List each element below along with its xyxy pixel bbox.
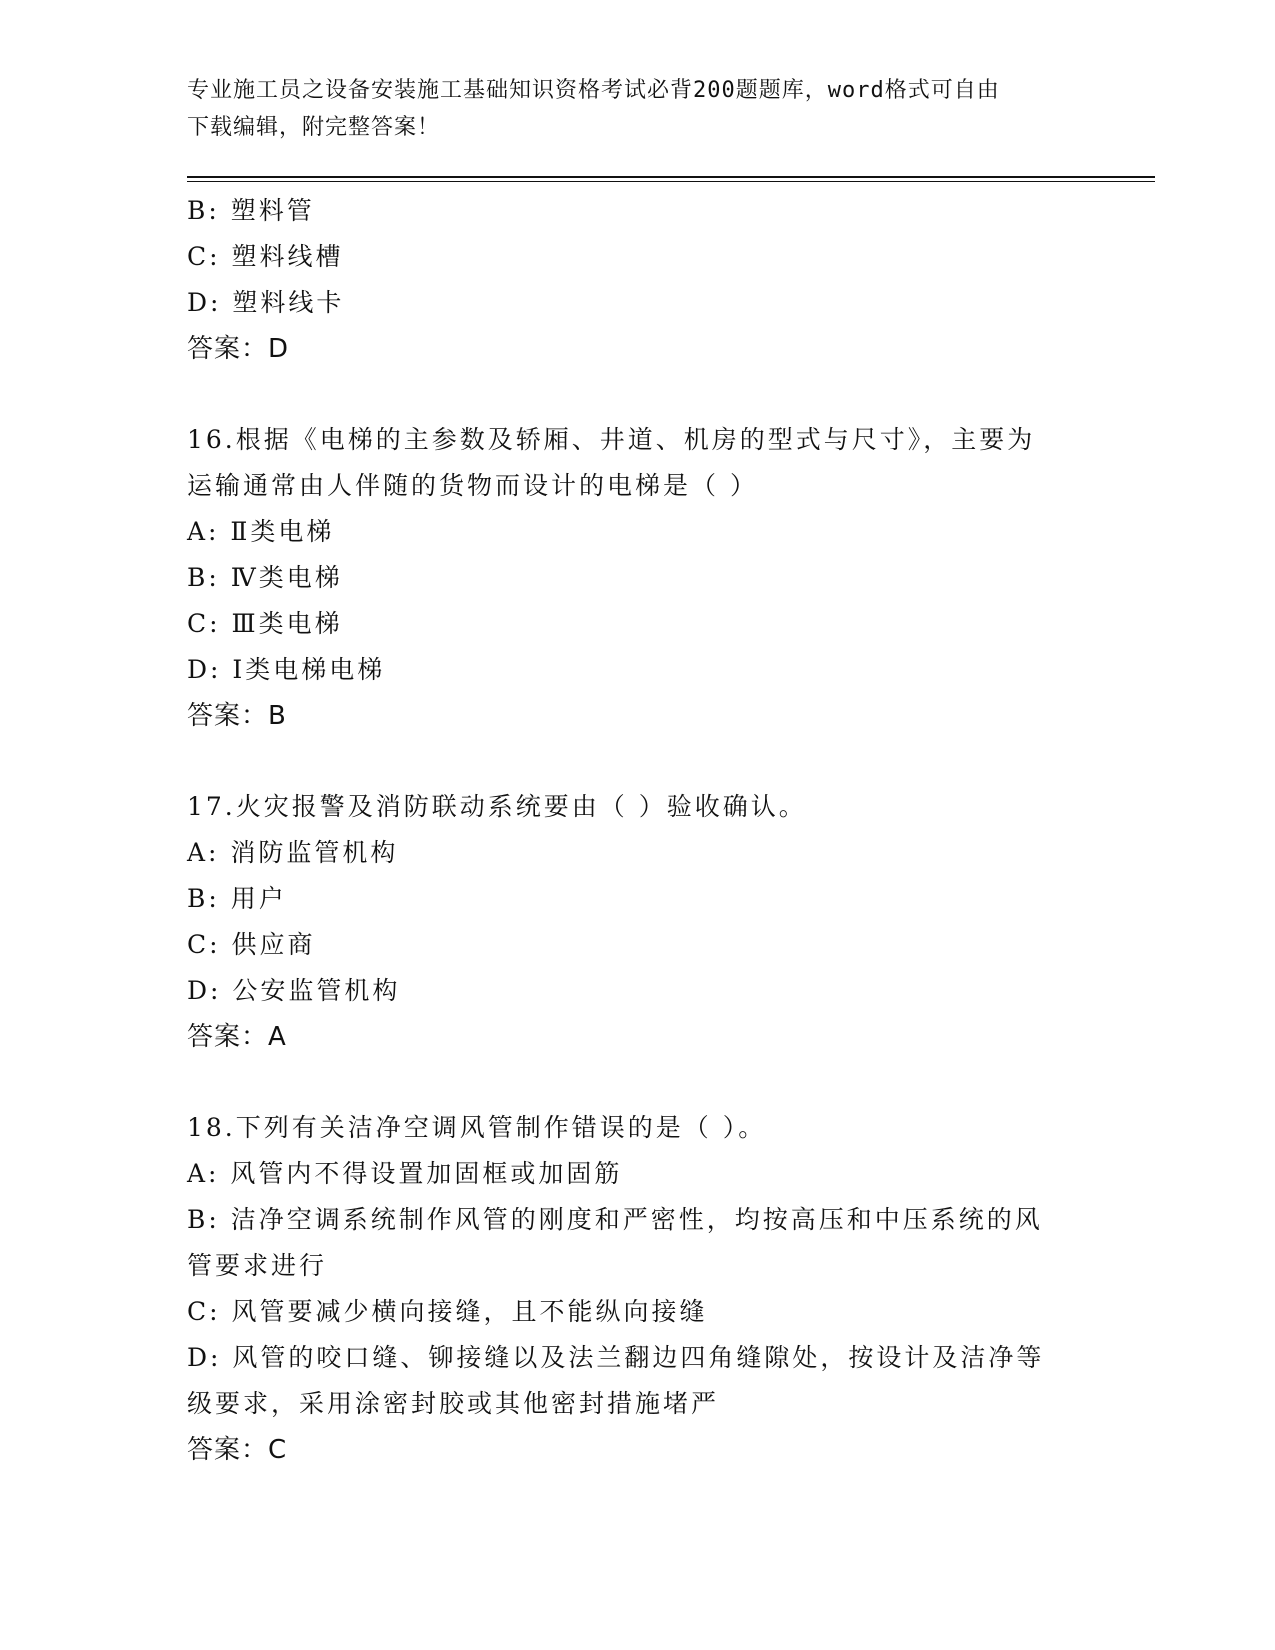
option-b: B: 塑料管 (187, 196, 315, 225)
option-d: D: 塑料线卡 (187, 288, 345, 317)
question-stem-line-1: 17.火灾报警及消防联动系统要由（ ）验收确认。 (187, 792, 807, 821)
option-c: C: 风管要减少横向接缝，且不能纵向接缝 (187, 1297, 708, 1326)
option-b-line-2: 管要求进行 (187, 1251, 328, 1280)
option-c: C: 塑料线槽 (187, 242, 344, 271)
option-d: D: Ⅰ类电梯电梯 (187, 655, 386, 684)
question-stem-line-1: 16.根据《电梯的主参数及轿厢、井道、机房的型式与尺寸》，主要为 (187, 425, 1036, 454)
option-b: B: 用户 (187, 884, 287, 913)
question-18 (187, 1105, 1087, 1473)
option-d: D: 公安监管机构 (187, 976, 401, 1005)
option-a: A: 消防监管机构 (187, 838, 399, 867)
question-stem-line-2: 运输通常由人伴随的货物而设计的电梯是（ ） (187, 471, 758, 500)
header-divider-thin (187, 181, 1155, 182)
question-17 (187, 784, 1087, 1060)
question-spacer (187, 739, 1087, 784)
document-header (187, 72, 1067, 146)
header-line-2: 下载编辑，附完整答案！ (187, 115, 441, 140)
answer-line: 答案：A (187, 1022, 287, 1052)
answer-line: 答案：C (187, 1435, 288, 1465)
option-a: A: 风管内不得设置加固框或加固筋 (187, 1159, 623, 1188)
answer-line: 答案：B (187, 701, 287, 731)
option-b: B: Ⅳ类电梯 (187, 563, 343, 592)
option-c: C: 供应商 (187, 930, 316, 959)
question-spacer (187, 1060, 1087, 1105)
question-15 (187, 188, 1087, 372)
header-line-1: 专业施工员之设备安装施工基础知识资格考试必背200题题库，word格式可自由 (187, 78, 1000, 103)
question-16 (187, 417, 1087, 739)
question-list (187, 188, 1087, 1473)
answer-line: 答案：D (187, 334, 290, 364)
option-a: A: Ⅱ类电梯 (187, 517, 335, 546)
option-d-line-1: D: 风管的咬口缝、铆接缝以及法兰翻边四角缝隙处，按设计及洁净等 (187, 1343, 1045, 1372)
question-spacer (187, 372, 1087, 417)
option-c: C: Ⅲ类电梯 (187, 609, 343, 638)
option-b-line-1: B: 洁净空调系统制作风管的刚度和严密性，均按高压和中压系统的风 (187, 1205, 1043, 1234)
question-stem-line-1: 18.下列有关洁净空调风管制作错误的是（ ）。 (187, 1113, 767, 1142)
option-d-line-2: 级要求，采用涂密封胶或其他密封措施堵严 (187, 1389, 720, 1418)
header-divider-thick (187, 176, 1155, 178)
